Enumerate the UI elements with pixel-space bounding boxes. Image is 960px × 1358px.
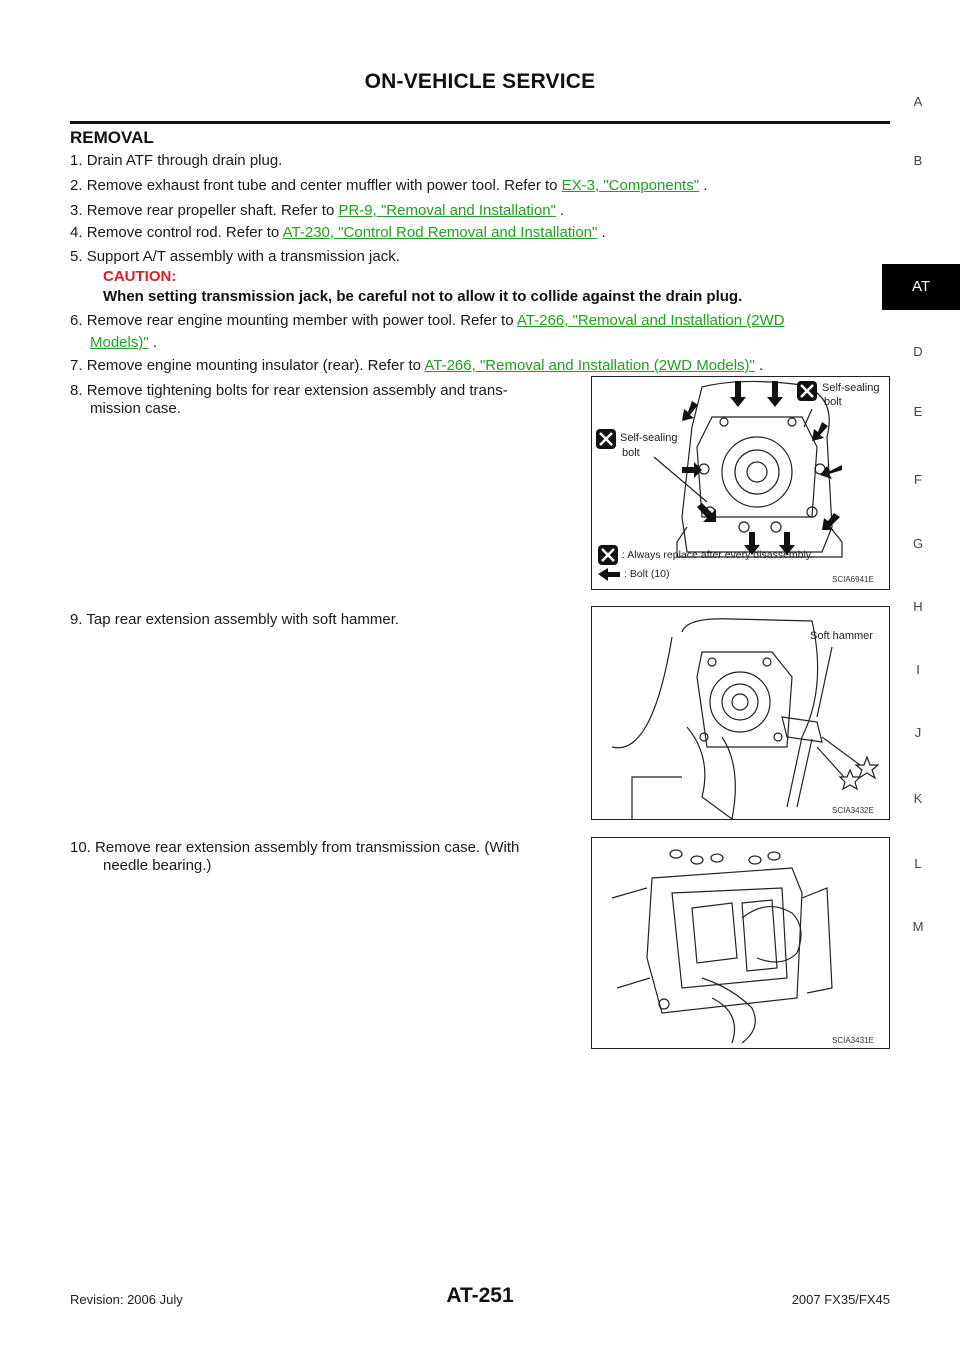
step-text: Tap rear extension assembly with soft hammer. [86,611,400,628]
side-index-j[interactable]: J [914,725,922,740]
step-number: 9. [70,611,83,628]
side-index-g[interactable]: G [912,536,924,551]
side-index-i[interactable]: I [916,662,920,677]
figure-soft-hammer [591,606,890,820]
step-number: 2. [70,177,83,194]
legend-replace: : Always replace after every disassembly. [622,549,814,561]
label-self-sealing-left: Self-sealing [620,432,678,444]
side-index-f[interactable]: F [914,472,922,487]
step-text: Remove engine mounting insulator (rear). Refer to [86,357,425,374]
transmission-bolt-diagram [592,377,889,589]
reference-link-at230[interactable]: AT-230, "Control Rod Removal and Installation" [282,224,598,241]
step-5 [70,246,400,267]
step-text: mission case. [90,400,181,417]
reference-link-at266-line1[interactable]: AT-266, "Removal and Installation (2WD [516,312,785,329]
step-text: Remove rear propeller shaft. Refer to [86,202,339,219]
reference-link-ex3[interactable]: EX-3, "Components" [561,177,700,194]
soft-hammer-diagram [592,607,889,819]
step-8-continued [90,398,181,419]
side-index-a[interactable]: A [913,94,923,109]
reference-link-at266[interactable]: AT-266, "Removal and Installation (2WD Models)" [424,357,755,374]
step-7 [70,355,763,376]
footer-model: 2007 FX35/FX45 [791,1292,890,1307]
figure-code: SCIA6941E [832,575,874,584]
step-number: 3. [70,202,83,219]
step-10-continued [103,855,211,876]
step-text-end: . [754,357,764,374]
side-index-l[interactable]: L [914,856,922,871]
step-text: Support A/T assembly with a transmission jack. [86,248,400,265]
header-divider [70,121,890,124]
page-number: AT-251 [446,1284,514,1307]
figure-remove-extension [591,837,890,1049]
legend-bolt: : Bolt (10) [624,568,670,580]
step-text-end: . [597,224,606,241]
self-sealing-icon [596,429,616,449]
step-number: 7. [70,357,83,374]
step-6-continued [90,332,157,353]
caution-label: CAUTION: [103,268,177,285]
step-number: 8. [70,382,83,399]
page-title: ON-VEHICLE SERVICE [364,70,596,93]
rear-extension-removal-diagram [592,838,889,1048]
label-soft-hammer: Soft hammer [810,630,873,642]
step-text-end: . [555,202,565,219]
side-index-e[interactable]: E [913,404,923,419]
step-text: Remove rear engine mounting member with power tool. Refer to [86,312,517,329]
label-bolt-right: bolt [824,396,842,408]
side-index-b[interactable]: B [913,153,923,168]
side-index-c[interactable]: D [913,344,923,359]
step-text: Remove control rod. Refer to [86,224,283,241]
step-3 [70,200,564,221]
self-sealing-icon [797,381,817,401]
step-text: Remove tightening bolts for rear extension assembly and trans- [86,382,508,399]
step-number: 1. [70,152,83,169]
legend-self-sealing-icon [598,545,618,565]
step-text-end: . [148,334,158,351]
step-text: Drain ATF through drain plug. [86,152,283,169]
step-1 [70,150,282,171]
side-index-at-active[interactable]: AT [882,264,960,310]
step-text: Remove rear extension assembly from transmission case. (With [95,839,520,856]
side-index-m[interactable]: M [912,919,924,934]
label-self-sealing-right: Self-sealing [822,382,880,394]
step-6 [70,310,890,331]
side-index-h[interactable]: H [913,599,923,614]
step-text: Remove exhaust front tube and center muffler with power tool. Refer to [86,177,562,194]
step-4 [70,222,606,243]
step-number: 4. [70,224,83,241]
reference-link-at266-line2[interactable]: Models)" [90,334,149,351]
step-text: needle bearing.) [103,857,212,874]
legend-arrow-icon [598,568,620,581]
step-9 [70,609,399,630]
step-number: 6. [70,312,83,329]
figure-code: SCIA3431E [832,1036,874,1045]
caution-text: When setting transmission jack, be careful not to allow it to collide against the drain plug. [103,288,743,305]
section-heading: REMOVAL [70,128,154,147]
side-index-k[interactable]: K [913,791,923,806]
label-bolt-left: bolt [622,447,640,459]
step-text-end: . [699,177,708,194]
step-number: 5. [70,248,83,265]
reference-link-pr9[interactable]: PR-9, "Removal and Installation" [338,202,556,219]
figure-rear-extension-bolts [591,376,890,590]
step-number: 10. [70,839,91,856]
figure-code: SCIA3432E [832,806,874,815]
step-2 [70,175,707,196]
footer-revision: Revision: 2006 July [70,1292,183,1307]
